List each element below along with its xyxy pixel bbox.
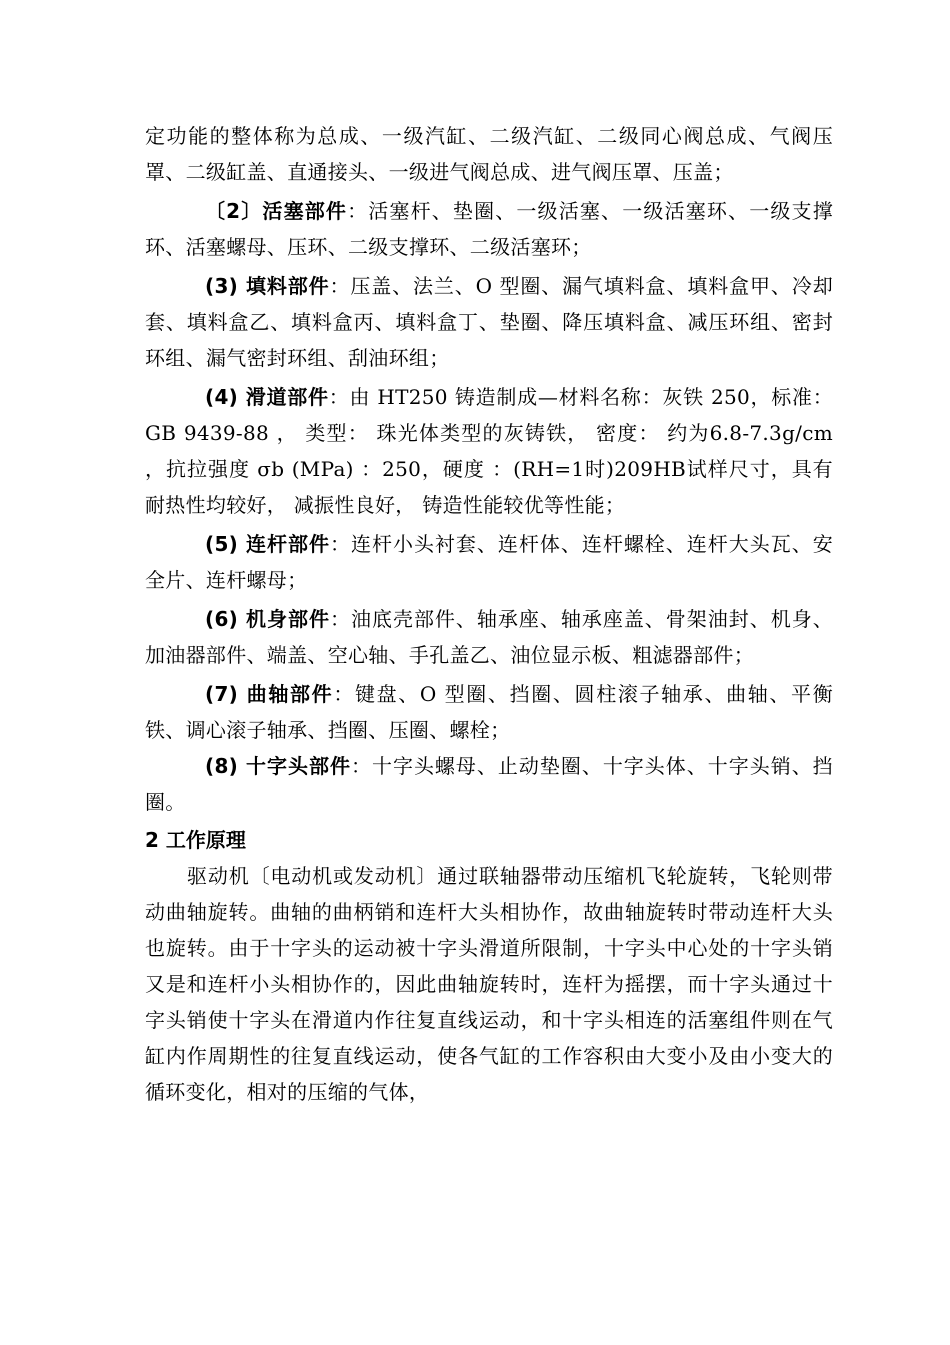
document-page [145, 118, 833, 1110]
item-text: ：活塞杆、垫圈、一级活塞、一级活塞环、一级支撑环、活塞螺母、压环、二级支撑环、二级活塞环； [145, 199, 833, 259]
intro-paragraph: 定功能的整体称为总成、一级汽缸、二级汽缸、二级同心阀总成、气阀压罩、二级缸盖、直通接头、一级进气阀总成、进气阀压罩、压盖； [145, 124, 833, 184]
item-text: ：油底壳部件、轴承座、轴承座盖、骨架油封、机身、加油器部件、端盖、空心轴、手孔盖乙、油位显示板、粗滤器部件； [145, 607, 833, 667]
item-label: 〔2〕活塞部件 [205, 199, 348, 223]
item-connecting-rod [145, 526, 833, 598]
item-text: ：压盖、法兰、O 型圈、漏气填料盒、填料盒甲、冷却套、填料盒乙、填料盒丙、填料盒丁、垫圈、降压填料盒、减压环组、密封环组、漏气密封环组、刮油环组； [145, 274, 833, 370]
item-text: ：键盘、O 型圈、挡圈、圆柱滚子轴承、曲轴、平衡铁、调心滚子轴承、挡圈、压圈、螺栓； [145, 682, 833, 742]
item-label: (8) 十字头部件 [205, 754, 351, 778]
item-crosshead [145, 748, 833, 820]
item-piston [145, 193, 833, 265]
item-label: (3) 填料部件 [205, 274, 330, 298]
item-label: (7) 曲轴部件 [205, 682, 334, 706]
item-crankshaft [145, 676, 833, 748]
item-label: (5) 连杆部件 [205, 532, 330, 556]
item-body [145, 601, 833, 673]
item-text: ：由 HT250 铸造制成—材料名称：灰铁 250，标准： GB 9439-88 ， 类型： 珠光体类型的灰铸铁， 密度： 约为6.8-7.3g/cm ，抗拉强度 σb (MPa) ：250，硬度 ：(RH=1时)209HB试样尺寸，具有耐热性均较好， 减振性良好， 铸造性能较优等性能； [145, 385, 833, 517]
item-label: (4) 滑道部件 [205, 385, 329, 409]
working-principle-paragraph: 驱动机〔电动机或发动机〕通过联轴器带动压缩机飞轮旋转，飞轮则带动曲轴旋转。曲轴的曲柄销和连杆大头相协作，故曲轴旋转时带动连杆大头也旋转。由于十字头的运动被十字头滑道所限制，十字头中心处的十字头销又是和连杆小头相协作的，因此曲轴旋转时，连杆为摇摆，而十字头通过十字头销使十字头在滑道内作往复直线运动，和十字头相连的活塞组件则在气缸内作周期性的往复直线运动，使各气缸的工作容积由大变小及由小变大的循环变化，相对的压缩的气体， [145, 864, 833, 1104]
item-packing [145, 268, 833, 376]
item-label: (6) 机身部件 [205, 607, 330, 631]
item-slideway [145, 379, 833, 523]
section-heading: 2 工作原理 [145, 828, 246, 852]
item-text: ：十字头螺母、止动垫圈、十字头体、十字头销、挡圈。 [145, 754, 833, 814]
item-text: ：连杆小头衬套、连杆体、连杆螺栓、连杆大头瓦、安全片、连杆螺母； [145, 532, 833, 592]
